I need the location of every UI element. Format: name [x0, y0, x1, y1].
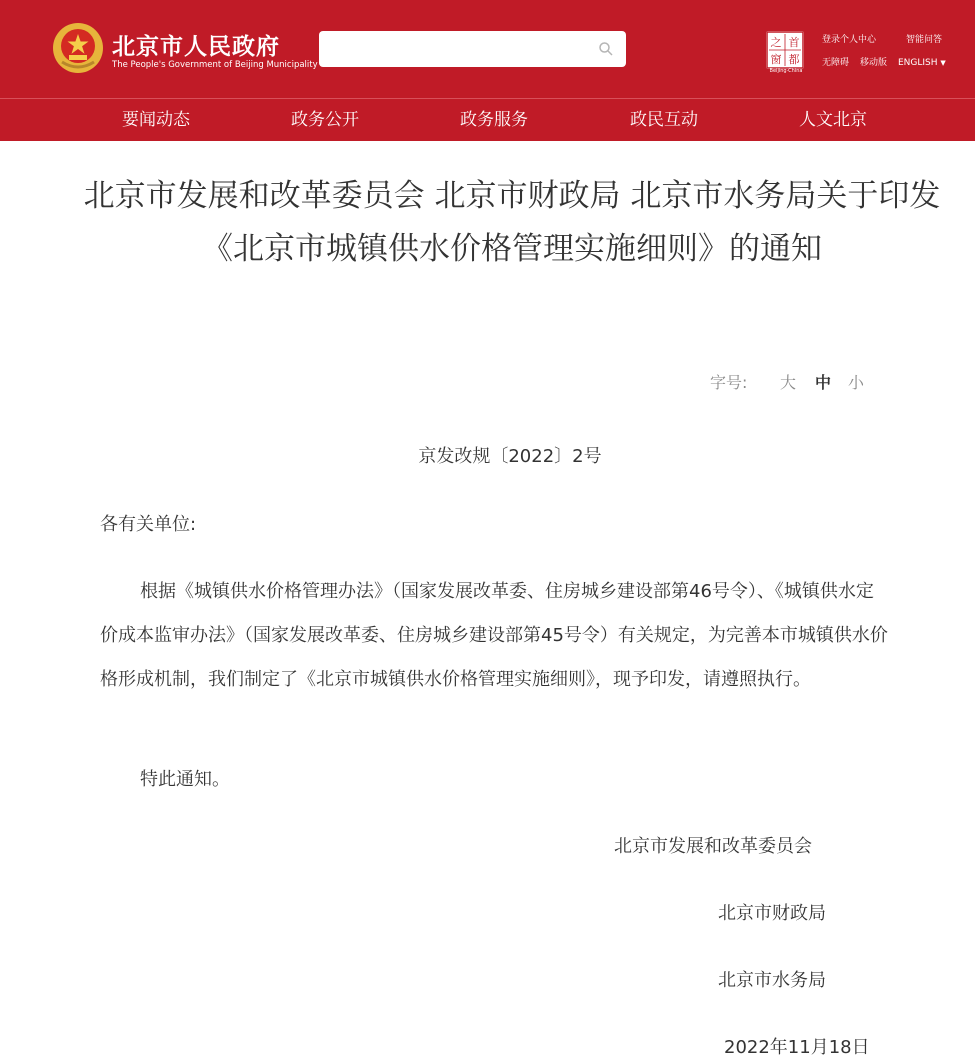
body-paragraph: 根据《城镇供水价格管理办法》（国家发展改革委、住房城乡建设部第46号令）、《城镇供水定价成本监审办法》（国家发展改革委、住房城乡建设部第45号令）有关规定，为完善本市城镇供水价格形成机制，我们制定了《北京市城镇供水价格管理实施细则》，现予印发，请遵照执行。	[100, 581, 888, 690]
main-nav	[0, 98, 975, 141]
capital-window-logo[interactable]	[766, 31, 804, 69]
closing-line: 特此通知。	[140, 769, 230, 790]
nav-item-culture[interactable]: 人文北京	[799, 110, 867, 130]
english-link[interactable]	[898, 58, 946, 68]
salutation: 各有关单位:	[100, 514, 197, 535]
signatory-ndrc: 北京市发展和改革委员会	[614, 836, 812, 857]
capital-window-logo-frame	[766, 31, 804, 69]
smart-qa-link[interactable]: 智能问答	[906, 35, 943, 45]
signatory-finance-bureau: 北京市财政局	[718, 903, 826, 924]
login-link[interactable]: 登录个人中心	[822, 35, 877, 45]
font-size-label: 字号:	[710, 373, 748, 392]
national-emblem-icon[interactable]	[52, 22, 104, 74]
chevron-down-icon: ▼	[940, 59, 946, 67]
accessibility-link[interactable]: 无障碍	[822, 58, 850, 68]
nav-item-news[interactable]: 要闻动态	[122, 110, 190, 130]
signatory-water-bureau: 北京市水务局	[718, 970, 826, 991]
search-input[interactable]	[319, 31, 626, 67]
capital-window-caption: Beijing·China	[769, 68, 803, 74]
site-name-english: The People's Government of Beijing Municipality	[112, 60, 318, 70]
seal-char-shou: 首	[788, 36, 800, 49]
english-link-label: ENGLISH	[898, 58, 938, 68]
seal-char-du: 都	[788, 53, 800, 66]
nav-item-interaction[interactable]: 政民互动	[630, 110, 698, 130]
search-icon[interactable]	[598, 41, 614, 57]
nav-item-gov-affairs[interactable]: 政务公开	[291, 110, 359, 130]
nav-item-gov-services[interactable]: 政务服务	[460, 110, 528, 130]
font-size-medium-button[interactable]: 中	[815, 373, 832, 392]
article-title: 北京市发展和改革委员会 北京市财政局 北京市水务局关于印发《北京市城镇供水价格管理实施细则》的通知	[83, 178, 941, 267]
seal-char-chuang: 窗	[770, 53, 782, 66]
document-number: 京发改规〔2022〕2号	[418, 446, 602, 467]
font-size-small-button[interactable]: 小	[848, 373, 865, 392]
site-name[interactable]: 北京市人民政府	[112, 34, 280, 60]
font-size-large-button[interactable]: 大	[780, 373, 797, 392]
document-date: 2022年11月18日	[724, 1037, 870, 1058]
mobile-version-link[interactable]: 移动版	[860, 58, 888, 68]
seal-char-zhi: 之	[770, 36, 782, 49]
